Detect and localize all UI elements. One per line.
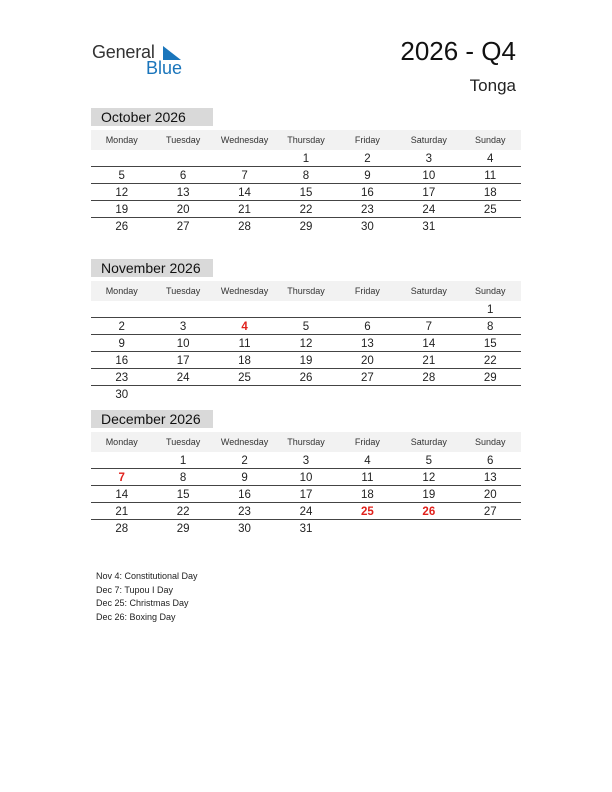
day-cell: 24 <box>299 506 313 518</box>
day-cell: 20 <box>176 204 190 216</box>
logo-blue-text: Blue <box>146 58 183 78</box>
weekday-label: Tuesday <box>166 437 201 447</box>
weekday-label: Wednesday <box>220 437 269 447</box>
day-cell: 27 <box>483 506 497 518</box>
week-row <box>91 168 521 184</box>
week-row <box>91 302 521 318</box>
weekday-label: Monday <box>105 135 138 145</box>
day-cell: 7 <box>118 472 125 484</box>
weekday-label: Saturday <box>410 437 447 447</box>
day-cell: 31 <box>299 523 313 535</box>
holiday-note: Dec 25: Christmas Day <box>96 598 189 608</box>
day-cell: 17 <box>299 489 313 501</box>
day-cell: 26 <box>299 372 313 384</box>
day-cell: 1 <box>487 304 494 316</box>
weekday-label: Saturday <box>410 286 447 296</box>
day-cell: 17 <box>176 355 190 367</box>
week-row <box>91 185 521 201</box>
week-row <box>91 470 521 486</box>
day-cell: 6 <box>364 321 371 333</box>
day-cell: 12 <box>422 472 436 484</box>
day-cell <box>152 151 213 166</box>
month-label: December 2026 <box>91 410 213 428</box>
day-cell: 25 <box>483 204 497 216</box>
day-cell: 29 <box>299 221 313 233</box>
day-cell: 19 <box>422 489 436 501</box>
weekday-header <box>91 130 521 150</box>
day-cell: 12 <box>115 187 129 199</box>
day-cell <box>275 387 336 403</box>
day-cell: 10 <box>176 338 190 350</box>
day-cell <box>337 387 398 403</box>
week-row <box>91 521 521 537</box>
day-cell: 19 <box>299 355 313 367</box>
day-cell: 17 <box>422 187 436 199</box>
day-cell <box>398 302 459 317</box>
day-cell: 30 <box>238 523 251 535</box>
month-label: November 2026 <box>91 259 213 277</box>
week-row <box>91 453 521 469</box>
day-cell <box>398 521 459 537</box>
day-cell: 4 <box>241 321 248 333</box>
day-cell: 5 <box>302 321 310 333</box>
day-cell: 28 <box>422 372 436 384</box>
day-cell <box>91 453 152 468</box>
holiday-note: Dec 7: Tupou I Day <box>96 584 174 595</box>
day-cell: 20 <box>483 489 497 501</box>
day-cell <box>214 387 275 403</box>
day-cell: 4 <box>487 153 494 165</box>
day-cell: 7 <box>425 321 433 333</box>
weekday-label: Thursday <box>287 286 325 296</box>
week-row <box>91 387 521 403</box>
day-cell: 7 <box>241 170 248 182</box>
day-cell: 15 <box>176 489 190 501</box>
day-cell <box>91 302 152 317</box>
day-cell <box>91 151 152 166</box>
weekday-label: Monday <box>105 437 138 447</box>
day-cell: 24 <box>176 372 190 384</box>
day-cell <box>214 302 275 317</box>
weekday-label: Friday <box>354 286 380 296</box>
day-cell: 18 <box>238 355 251 367</box>
day-cell: 24 <box>422 204 436 216</box>
day-cell: 30 <box>361 221 374 233</box>
day-cell: 28 <box>115 523 129 535</box>
day-cell: 5 <box>118 170 125 182</box>
day-cell: 14 <box>115 489 129 501</box>
week-row <box>91 202 521 218</box>
weekday-header <box>91 281 521 301</box>
day-cell: 2 <box>241 455 248 467</box>
month-label: October 2026 <box>91 108 213 126</box>
day-cell: 21 <box>422 355 436 367</box>
page-title: 2026 - Q4 <box>400 36 516 66</box>
week-row <box>91 504 521 520</box>
day-cell: 23 <box>238 506 251 518</box>
day-cell: 1 <box>179 455 187 467</box>
day-cell: 16 <box>238 489 251 501</box>
day-cell: 13 <box>361 338 374 350</box>
day-cell: 10 <box>422 170 436 182</box>
day-cell: 11 <box>238 338 251 350</box>
logo <box>92 42 192 78</box>
day-cell <box>460 387 521 403</box>
day-cell: 3 <box>302 455 310 467</box>
weekday-label: Thursday <box>287 437 325 447</box>
day-cell: 6 <box>487 455 494 467</box>
day-cell <box>337 521 398 537</box>
logo-general-text: General <box>92 42 155 62</box>
day-cell: 21 <box>238 204 251 216</box>
day-cell: 27 <box>361 372 374 384</box>
day-cell: 11 <box>361 472 374 484</box>
day-cell: 1 <box>302 153 310 165</box>
day-cell: 3 <box>425 153 433 165</box>
day-cell: 18 <box>361 489 374 501</box>
weekday-label: Sunday <box>474 286 506 296</box>
day-cell: 30 <box>115 389 129 401</box>
day-cell: 4 <box>364 455 371 467</box>
day-cell <box>337 302 398 317</box>
day-cell: 14 <box>238 187 251 199</box>
day-cell: 23 <box>115 372 129 384</box>
day-cell: 21 <box>115 506 129 518</box>
week-row <box>91 353 521 369</box>
day-cell: 23 <box>361 204 374 216</box>
day-cell: 29 <box>483 372 497 384</box>
day-cell <box>460 521 521 537</box>
weekday-label: Wednesday <box>220 286 269 296</box>
week-row <box>91 370 521 386</box>
day-cell: 16 <box>361 187 374 199</box>
day-cell: 13 <box>176 187 190 199</box>
day-cell <box>214 151 275 166</box>
week-row <box>91 487 521 503</box>
holiday-note: Nov 4: Constitutional Day <box>96 571 198 581</box>
day-cell: 14 <box>422 338 436 350</box>
day-cell: 9 <box>364 170 371 182</box>
weekday-label: Tuesday <box>166 135 201 145</box>
day-cell: 27 <box>176 221 190 233</box>
week-row <box>91 336 521 352</box>
day-cell: 11 <box>484 170 497 182</box>
day-cell: 22 <box>299 204 313 216</box>
day-cell <box>460 219 521 235</box>
weekday-label: Monday <box>105 286 138 296</box>
day-cell: 3 <box>179 321 187 333</box>
day-cell: 29 <box>176 523 190 535</box>
day-cell: 22 <box>483 355 497 367</box>
day-cell: 8 <box>179 472 187 484</box>
day-cell: 8 <box>487 321 494 333</box>
day-cell: 2 <box>364 153 371 165</box>
day-cell: 15 <box>299 187 313 199</box>
weekday-label: Friday <box>354 437 380 447</box>
day-cell: 26 <box>115 221 129 233</box>
day-cell: 22 <box>176 506 190 518</box>
day-cell <box>275 302 336 317</box>
day-cell: 6 <box>179 170 187 182</box>
day-cell: 2 <box>118 321 125 333</box>
day-cell: 20 <box>361 355 374 367</box>
day-cell: 19 <box>115 204 129 216</box>
holiday-notes <box>96 570 198 624</box>
holiday-note: Dec 26: Boxing Day <box>96 611 176 622</box>
weekday-label: Sunday <box>474 135 506 145</box>
day-cell <box>398 387 459 403</box>
day-cell: 25 <box>361 506 374 518</box>
day-cell: 9 <box>118 338 125 350</box>
weekday-header <box>91 432 521 452</box>
weekday-label: Sunday <box>474 437 506 447</box>
day-cell: 10 <box>299 472 313 484</box>
country-name: Tonga <box>469 76 516 95</box>
day-cell: 15 <box>483 338 497 350</box>
week-row <box>91 319 521 335</box>
week-row <box>91 219 521 235</box>
day-cell: 18 <box>483 187 497 199</box>
day-cell: 28 <box>238 221 251 233</box>
day-cell: 9 <box>241 472 248 484</box>
day-cell: 13 <box>483 472 497 484</box>
week-row <box>91 151 521 167</box>
day-cell: 25 <box>238 372 251 384</box>
weekday-label: Tuesday <box>166 286 201 296</box>
weekday-label: Wednesday <box>220 135 269 145</box>
day-cell: 12 <box>299 338 313 350</box>
day-cell: 5 <box>425 455 433 467</box>
day-cell: 31 <box>422 221 436 233</box>
day-cell: 26 <box>422 506 436 518</box>
day-cell <box>152 302 213 317</box>
weekday-label: Saturday <box>410 135 447 145</box>
day-cell: 16 <box>115 355 129 367</box>
weekday-label: Friday <box>354 135 380 145</box>
day-cell <box>152 387 213 403</box>
weekday-label: Thursday <box>287 135 325 145</box>
day-cell: 8 <box>302 170 310 182</box>
